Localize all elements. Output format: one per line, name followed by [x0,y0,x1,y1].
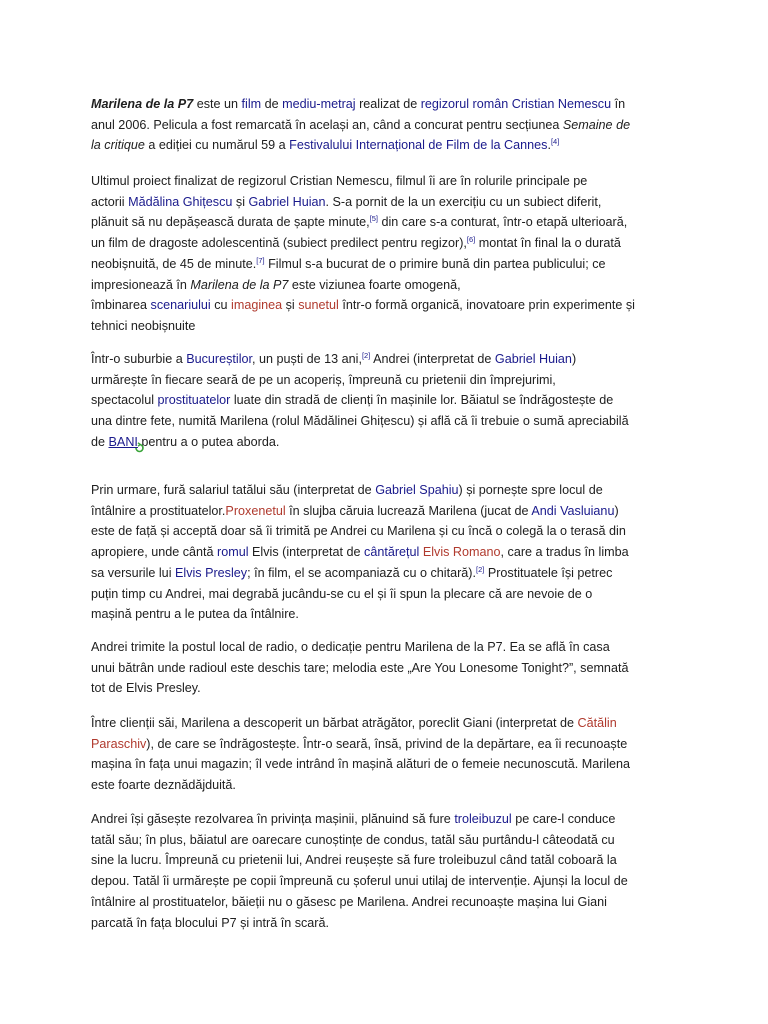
link-troleibuzul[interactable]: troleibuzul [454,812,512,826]
link-gabriel-spahiu[interactable]: Gabriel Spahiu [375,483,459,497]
link-romul[interactable]: romul [217,545,249,560]
link-elvis-presley[interactable]: Elvis Presley [175,565,248,580]
link-bucurestilor[interactable]: Bucureștilor [186,352,253,366]
link-paraschiv[interactable]: Paraschiv [91,736,147,751]
link-gabriel-huian-2[interactable]: Gabriel Huian [494,352,572,366]
link-imaginea[interactable]: imaginea [231,298,283,313]
paragraph-plot-giani: Între clienții săi, Marilena a descoperit un bărbat atrăgător, poreclit Giani (interpretat de Cătălin Paraschiv), de care se îndrăgostește. Într-o seară, însă, privind de la depărtare, ea îi recunoaște mașina în fața unui magazin; îl vede intrând în mașină alături de o femeie necunoscută. Marilena este foarte deznădăjduită. [91,716,631,793]
paragraph-plot-radio: Andrei trimite la postul local de radio, o dedicație pentru Marilena de la P7. Ea se află în casa unui bătrân unde radioul este deschis tare; melodia este „Are You Lonesome Tonight?”, semnată tot de Elvis Presley. [91,640,629,696]
link-elvis-romano[interactable]: Elvis Romano [422,545,501,560]
link-scenariului[interactable]: scenariului [150,298,211,313]
link-sunetul[interactable]: sunetul [298,298,339,313]
link-regizorul-roman[interactable]: regizorul român [420,97,509,111]
link-mediu-metraj[interactable]: mediu-metraj [282,97,356,111]
reference-2[interactable]: [2] [361,351,371,360]
paragraph-overview: Ultimul proiect finalizat de regizorul Cristian Nemescu, filmul îi are în rolurile principale pe actorii Mădălina Ghițescu și Gabriel Huian. S-a pornit de la un exercițiu cu un subiect diferit, plănuit să nu depășească durata de șapte minute,[5] din care s-a conturat, într-o etapă ulterioară, un film de dragoste adolescentină (subiect predilect pentru regizor),[6] montat în final la o durată neobișnuită, de 45 de minute.[7] Filmul s-a bucurat de o primire bună din partea publicului; ce impresionează în Marilena de la P7 este viziunea foarte omogenă, îmbinarea scenariului cu imaginea și sunetul într-o formă organică, inovatoare prin experimente și tehnici neobișnuite [91,174,635,333]
paragraph-plot-start: Într-o suburbie a Bucureștilor, un puști de 13 ani,[2] Andrei (interpretat de Gabriel Huian) urmărește în fiecare seară de pe un acoperiș, împreună cu prietenii din împrejurimi, spectacolul prostituatelor luate din stradă de clienți în mașinile lor. Băiatul se îndrăgostește de una dintre fete, numită Marilena (rolul Mădălinei Ghițescu) și află că îi trebuie o sumă apreciabilă de BANI pentru a o putea aborda. [91,349,691,453]
paragraph-plot-trolleybus: Andrei își găsește rezolvarea în privința mașinii, plănuind să fure troleibuzul pe care-l conduce tatăl său; în plus, băiatul are oarecare cunoștințe de condus, tatăl său purtându-l câteodată cu sine la lucru. Împreună cu prietenii lui, Andrei reușește să fure troleibuzul când tatăl coboară la depou. Tatăl îi urmărește pe copii împreună cu șoferul unui utilaj de intervenție. Ajunși la locul de întâlnire al prostituatelor, băieții nu o găsesc pe Marilena. Andrei recunoaște mașina lui Giani parcată în fața blocului P7 și intră în scară. [91,812,628,930]
article-title: Marilena de la P7 [91,97,194,111]
link-madalina-ghitescu[interactable]: Mădălina Ghițescu [128,194,233,209]
paragraph-intro: Marilena de la P7 este un film de mediu-metraj realizat de regizorul român Cristian Nemescu în anul 2006. Pelicula a fost remarcată în același an, când a concurat pentru secțiunea Semaine de la critique a ediției cu numărul 59 a Festivalului Internațional de Film de la Cannes.[4] [91,97,631,153]
link-andi-vasluianu[interactable]: Andi Vasluianu [531,503,615,518]
reference-4[interactable]: [4] [550,137,560,147]
link-cantaretul[interactable]: cântărețul [364,545,420,560]
link-gabriel-huian[interactable]: Gabriel Huian [248,194,326,209]
link-festival-cannes[interactable]: Festivalului Internațional de Film de la Cannes [289,138,548,153]
reference-5[interactable]: [5] [369,214,378,224]
reference-7[interactable]: [7] [256,255,265,265]
link-bani[interactable]: BANI [108,434,138,449]
link-proxenetul[interactable]: Proxenetul [225,503,286,518]
link-film[interactable]: film [241,97,262,111]
reference-2b[interactable]: [2] [475,564,485,574]
link-cristian-nemescu[interactable]: Cristian Nemescu [511,97,612,111]
link-prostituatelor[interactable]: prostituatelor [157,393,231,408]
link-catalin[interactable]: Cătălin [577,716,617,730]
paragraph-plot-salary: Prin urmare, fură salariul tatălui său (interpretat de Gabriel Spahiu) și pornește spre locul de întâlnire a prostituatelor.Proxenetul în slujba căruia lucrează Marilena (jucat de Andi Vasluianu) este de față și acceptă doar să îi trimită pe Andrei cu Marilena și cu încă o colegă la o terasă din apropiere, unde cântă romul Elvis (interpretat de cântărețul Elvis Romano, care a tradus în limba sa versurile lui Elvis Presley; în film, el se acompaniază cu o chitară).[2] Prostituatele își petrec puțin timp cu Andrei, mai degrabă jucându-se cu el și îi spun la plecare că are nevoie de o mașină pentru a le putea da întâlnire. [91,483,629,622]
reference-6[interactable]: [6] [466,235,476,245]
